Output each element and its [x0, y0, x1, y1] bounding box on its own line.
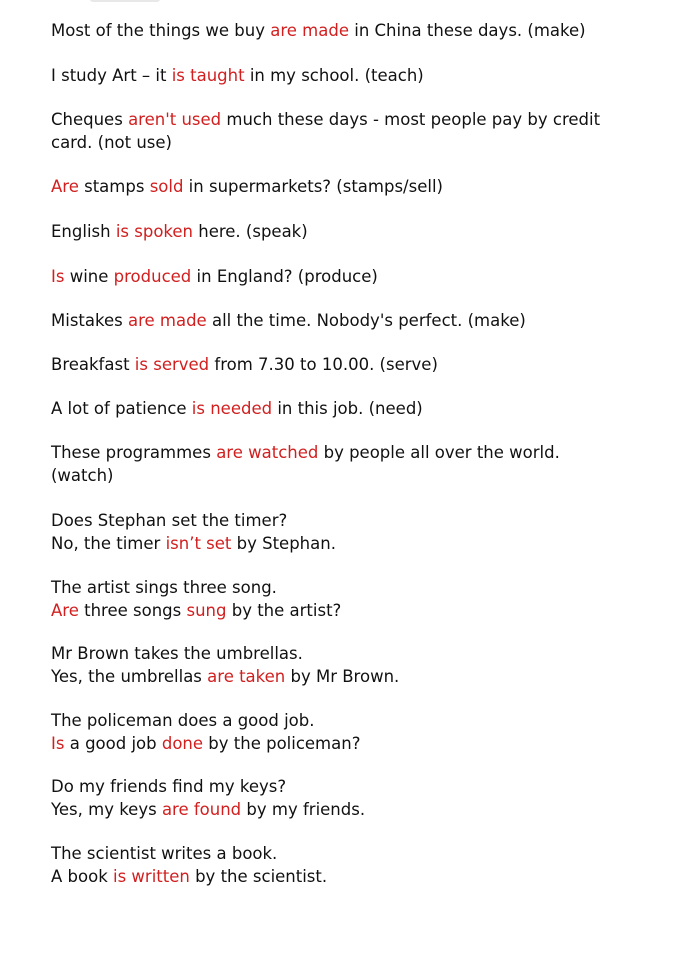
sentence-text: by the scientist. [189, 866, 328, 886]
answer-verb: Are [51, 177, 79, 196]
exercise-item [51, 510, 336, 555]
answer-verb: sold [149, 177, 184, 196]
answer-verb: produced [113, 267, 192, 286]
sentence-text: three songs [78, 600, 187, 620]
exercise-item [51, 354, 438, 377]
sentence-line [51, 20, 586, 43]
sentence-text: The policeman does a good job. [51, 711, 315, 730]
sentence-line [51, 533, 336, 556]
exercise-item [51, 266, 378, 289]
sentence-text: much these days - most people pay by credit [221, 110, 601, 129]
sentence-line [51, 266, 378, 289]
sentence-text: Cheques [51, 110, 129, 129]
sentence-line [51, 866, 327, 889]
answer-verb: is served [134, 355, 210, 374]
sentence-text: in this job. (need) [272, 399, 423, 418]
exercise-item [51, 643, 399, 688]
exercise-item [51, 221, 308, 244]
sentence-text: stamps [78, 177, 150, 196]
sentence-text: English [51, 222, 116, 241]
exercise-item [51, 176, 443, 199]
sentence-line [51, 710, 360, 733]
sentence-text: The artist sings three song. [51, 578, 277, 597]
sentence-line [51, 577, 341, 600]
sentence-text: by Mr Brown. [285, 666, 400, 686]
sentence-line [51, 776, 365, 799]
sentence-text: in my school. (teach) [244, 66, 424, 85]
sentence-text: wine [64, 267, 114, 286]
answer-verb: aren't used [128, 110, 222, 129]
answer-verb: are taken [207, 666, 286, 686]
sentence-text: by the artist? [226, 600, 342, 620]
sentence-text: Yes, the umbrellas [51, 666, 208, 686]
answer-verb: are found [161, 799, 242, 819]
sentence-line [51, 465, 560, 488]
sentence-text: These programmes [51, 443, 217, 462]
sentence-line [51, 600, 341, 623]
sentence-text: A lot of patience [51, 399, 192, 418]
sentence-text: in supermarkets? (stamps/sell) [183, 177, 443, 196]
sentence-line [51, 221, 308, 244]
exercise-item [51, 20, 586, 43]
sentence-text: by my friends. [241, 799, 366, 819]
sentence-text: by Stephan. [231, 533, 336, 553]
sentence-text: Does Stephan set the timer? [51, 511, 288, 530]
answer-verb: is written [113, 866, 190, 886]
sentence-line [51, 65, 424, 88]
exercise-item [51, 65, 424, 88]
sentence-line [51, 176, 443, 199]
sentence-text: from 7.30 to 10.00. (serve) [209, 355, 438, 374]
answer-verb: is spoken [115, 222, 193, 241]
cropped-heading-mark [90, 0, 160, 2]
sentence-text: No, the timer [51, 533, 166, 553]
sentence-text: here. (speak) [193, 222, 308, 241]
sentence-text: Mistakes [51, 311, 128, 330]
sentence-text: The scientist writes a book. [51, 844, 278, 863]
exercise-item [51, 398, 423, 421]
sentence-text: Most of the things we buy [51, 21, 271, 40]
sentence-line [51, 733, 360, 756]
answer-verb: done [161, 733, 204, 753]
sentence-text: Do my friends find my keys? [51, 777, 287, 796]
answer-verb: sung [186, 600, 227, 620]
exercise-item [51, 710, 360, 755]
exercise-item [51, 109, 600, 154]
sentence-text: by the policeman? [203, 733, 361, 753]
exercise-item [51, 776, 365, 821]
sentence-text: Yes, my keys [51, 799, 162, 819]
answer-verb: are made [270, 21, 349, 40]
answer-verb: isn’t set [165, 533, 232, 553]
answer-verb: are made [127, 311, 207, 330]
sentence-text: I study Art – it [51, 66, 172, 85]
answer-verb: Is [51, 733, 65, 753]
answer-verb: Are [51, 600, 79, 620]
sentence-text: card. (not use) [51, 132, 172, 152]
sentence-text: by people all over the world. [318, 443, 560, 462]
exercise-item [51, 843, 327, 888]
sentence-line [51, 643, 399, 666]
sentence-line [51, 109, 600, 132]
sentence-text: Mr Brown takes the umbrellas. [51, 644, 303, 663]
sentence-line [51, 132, 600, 155]
sentence-line [51, 510, 336, 533]
sentence-line [51, 442, 560, 465]
sentence-line [51, 666, 399, 689]
sentence-text: a good job [64, 733, 162, 753]
answer-verb: is needed [191, 399, 273, 418]
sentence-line [51, 354, 438, 377]
sentence-text: in China these days. (make) [348, 21, 586, 40]
sentence-text: A book [51, 866, 113, 886]
sentence-line [51, 843, 327, 866]
answer-verb: is taught [171, 66, 245, 85]
sentence-text: Breakfast [51, 355, 135, 374]
answer-verb: Is [51, 267, 65, 286]
exercise-item [51, 310, 526, 333]
sentence-line [51, 310, 526, 333]
sentence-text: all the time. Nobody's perfect. (make) [206, 311, 526, 330]
sentence-line [51, 398, 423, 421]
exercise-item [51, 442, 560, 487]
sentence-text: in England? (produce) [191, 267, 378, 286]
sentence-line [51, 799, 365, 822]
sentence-text: (watch) [51, 465, 114, 485]
answer-verb: are watched [216, 443, 319, 462]
exercise-item [51, 577, 341, 622]
